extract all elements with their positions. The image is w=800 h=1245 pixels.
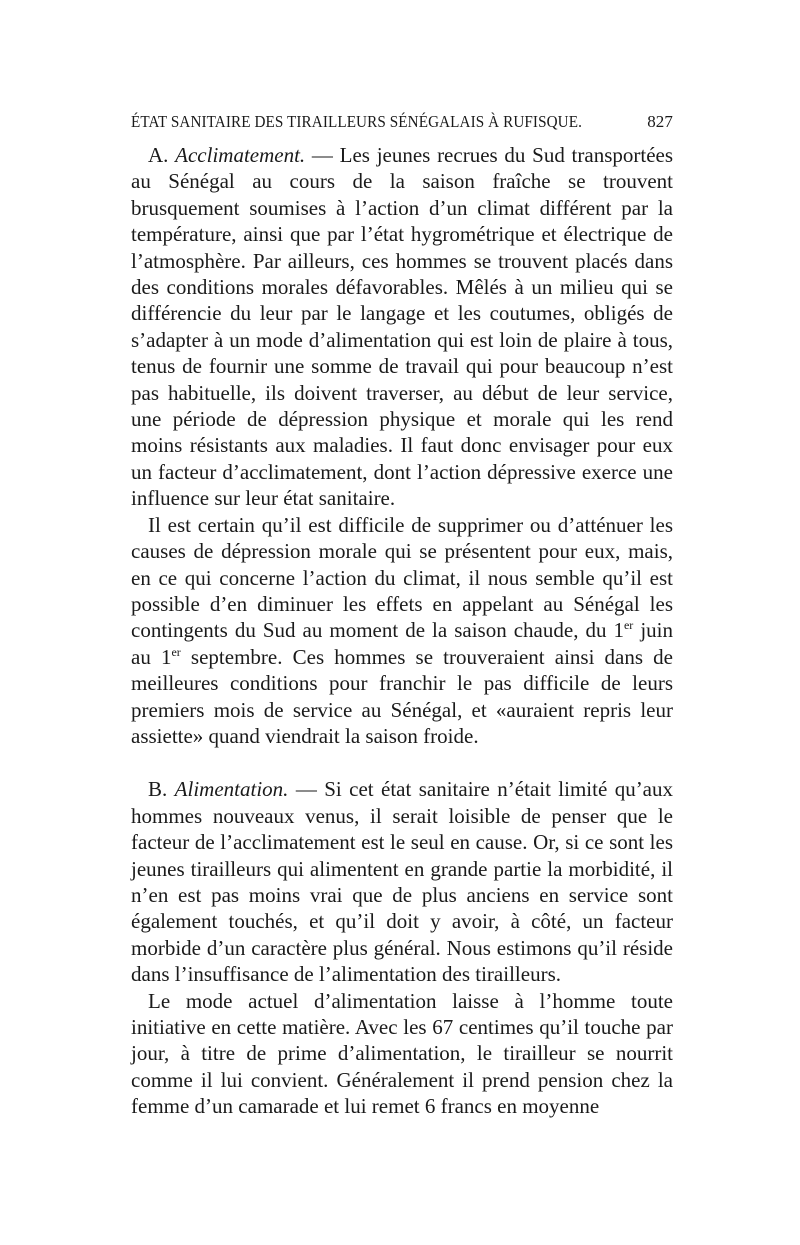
section-a-text-2a: Il est certain qu’il est difficile de supprimer ou d’atténuer les causes de dépression morale qui se présentent pour eux, mais, en ce qui concerne l’action du climat, il nous semble qu’il est possible d’en diminuer les effets en appelant au Sénégal les contingents du Sud au moment de la saison chaude, du 1 — [131, 512, 673, 643]
acclimatement-paragraph-2 — [131, 512, 673, 750]
section-a-label: A. — [148, 143, 169, 167]
section-a-title: Acclimatement. — [175, 143, 306, 167]
section-b-title: Alimentation. — [174, 777, 289, 802]
section-b-label: B. — [148, 777, 168, 802]
running-head — [131, 112, 673, 132]
alimentation-paragraph-1 — [131, 776, 673, 987]
section-a-text-2b: juin au 1 — [131, 618, 673, 669]
section-b-text-1: Si cet état sanitaire n’était limité qu’aux hommes nouveaux venus, il serait loisible de penser que le facteur de l’acclimatement est le seul en cause. Or, si ce sont les jeunes tirailleurs qui alimentent en grande partie la morbidité, il n’en est pas moins vrai que de plus anciens en service sont également touchés, et qu’il doit y avoir, à côté, un facteur morbide d’un caractère plus général. Nous estimons qu’il réside dans l’insuffisance de l’alimentation des tirailleurs. — [131, 777, 674, 987]
acclimatement-paragraph-1 — [131, 142, 673, 512]
running-title: ÉTAT SANITAIRE DES TIRAILLEURS SÉNÉGALAIS À RUFISQUE. — [131, 112, 582, 131]
section-acclimatement — [131, 142, 673, 749]
ordinal-suffix-2: er — [171, 644, 181, 659]
journal-page — [131, 112, 673, 1120]
page-number: 827 — [647, 112, 673, 131]
section-a-text-2c: septembre. Ces hommes se trouveraient ainsi dans de meilleures conditions pour franchir le pas difficile de leurs premiers mois de service au Sénégal, et «auraient repris leur assiette» quand viendrait la saison froide. — [131, 644, 673, 748]
section-a-text-1: Les jeunes recrues du Sud transportées au Sénégal au cours de la saison fraîche se trouvent brusquement soumises à l’action d’un climat différent par la température, ainsi que par l’état hygrométrique et électrique de l’atmosphère. Par ailleurs, ces hommes se trouvent placés dans des conditions morales défavorables. Mêlés à un milieu qui se différencie du leur par le langage et les coutumes, obligés de s’adapter à un mode d’alimentation qui est loin de plaire à tous, tenus de fournir une somme de travail qui pour beaucoup n’est pas habituelle, ils doivent traverser, au début de leur service, une période de dépression physique et morale qui les rend moins résistants aux maladies. Il faut donc envisager pour eux un facteur d’acclimatement, dont l’action dépressive exerce une influence sur leur état sanitaire. — [131, 143, 674, 511]
section-spacing — [131, 749, 673, 776]
alimentation-paragraph-2: Le mode actuel d’alimentation laisse à l’homme toute initiative en cette matière. Avec les 67 centimes qu’il touche par jour, à titre de prime d’alimentation, le tirailleur se nourrit comme il lui convient. Généralement il prend pension chez la femme d’un camarade et lui remet 6 francs en moyenne — [131, 988, 673, 1119]
section-alimentation — [131, 776, 673, 1119]
section-a-dash: — — [305, 143, 340, 167]
section-b-dash: — — [288, 777, 325, 802]
ordinal-suffix-1: er — [623, 618, 634, 633]
